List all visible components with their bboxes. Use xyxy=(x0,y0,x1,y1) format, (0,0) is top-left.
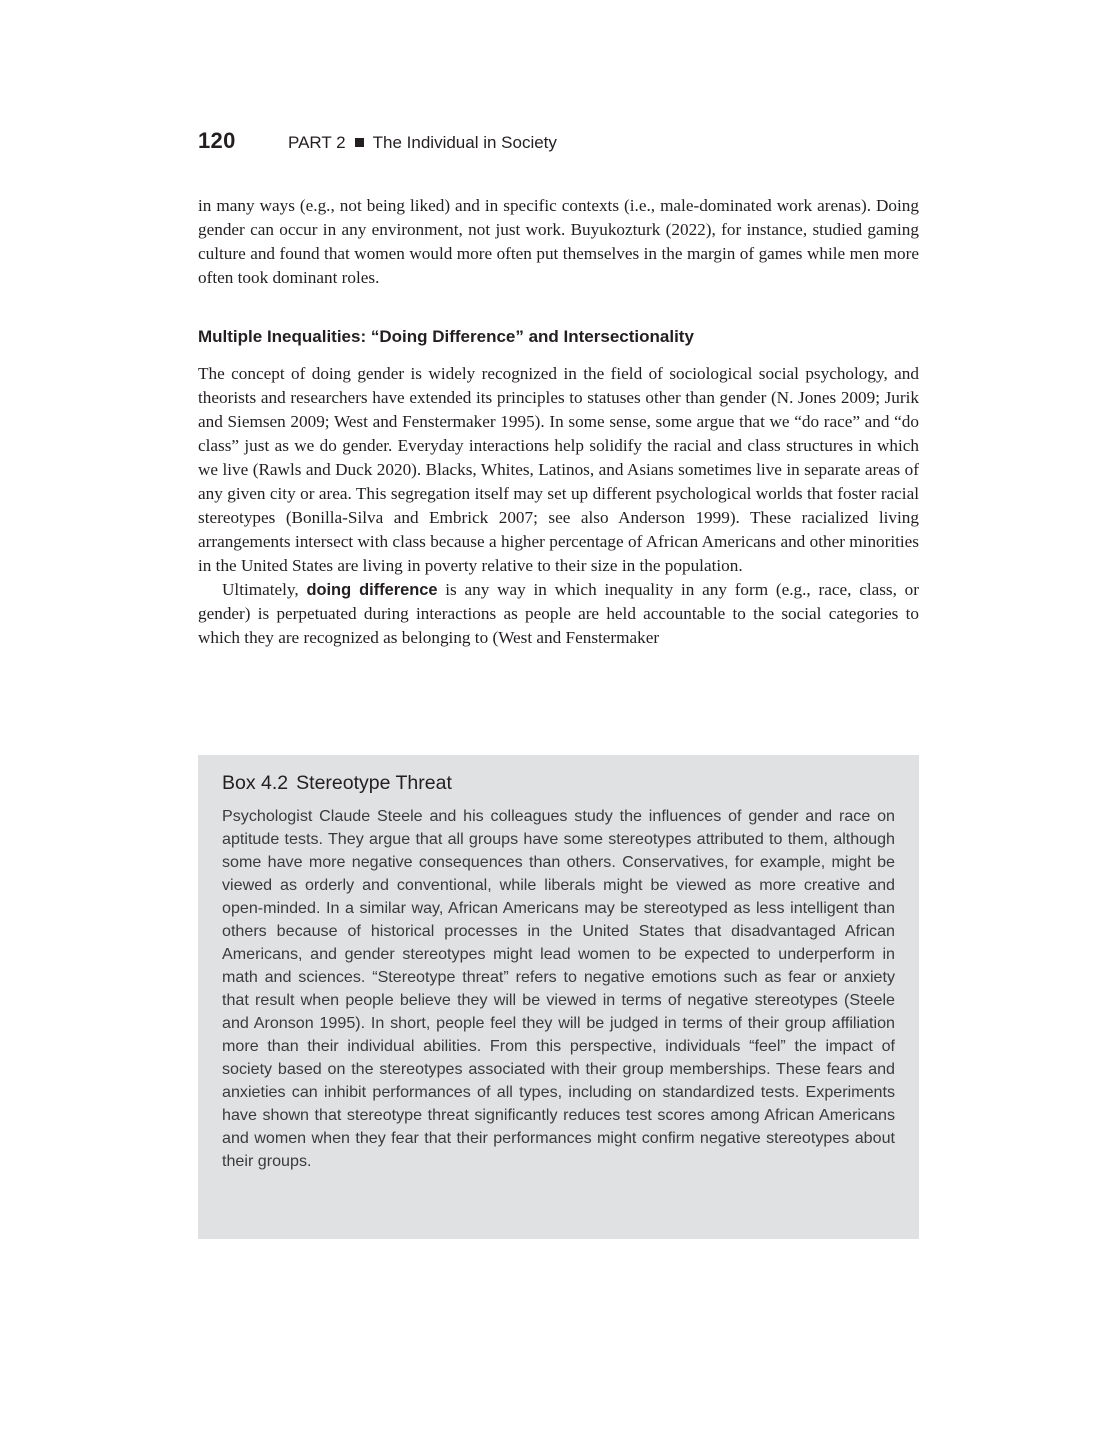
separator-square-icon xyxy=(355,138,364,147)
section-heading: Multiple Inequalities: “Doing Difference” and Intersectionality xyxy=(198,327,694,346)
paragraph-lead: Ultimately, xyxy=(222,580,299,599)
box-title-text: Stereotype Threat xyxy=(296,772,452,794)
paragraph-rest: is any way in which inequality in any form (e.g., race, class, or gender) is perpetuated during interactions as people are held accountable to the social categories to which they are recognized as belonging to (West and Fenstermaker xyxy=(198,580,919,647)
page-number: 120 xyxy=(198,128,236,153)
chapter-title: The Individual in Society xyxy=(372,133,557,152)
section-paragraph-2 xyxy=(198,578,919,650)
sidebar-box xyxy=(198,755,919,1239)
running-header xyxy=(198,128,557,160)
box-body-text: Psychologist Claude Steele and his colleagues study the influences of gender and race on aptitude tests. They argue that all groups have some stereotypes attributed to them, although some have more negative consequences than others. Conservatives, for example, might be viewed as orderly and conventional, while liberals might be viewed as more creative and open-minded. In a similar way, African Americans may be stereotyped as less intelligent than others because of historical processes in the United States that disadvantaged African Americans, and gender stereotypes might lead women to be expected to underperform in math and sciences. “Stereotype threat” refers to negative emotions such as fear or anxiety that result when people believe they will be viewed in terms of negative stereotypes (Steele and Aronson 1995). In short, people feel they will be judged in terms of their group affiliation more than their individual abilities. From this perspective, individuals “feel” the impact of society based on the stereotypes associated with their group memberships. These fears and anxieties can inhibit performances of all types, including on standardized tests. Experiments have shown that stereotype threat significantly reduces test scores among African Americans and women when they fear that their performances might confirm negative stereotypes about their groups. xyxy=(222,807,895,1170)
part-label: PART 2 xyxy=(288,133,346,152)
key-term: doing difference xyxy=(306,581,438,599)
section-body xyxy=(198,362,919,650)
section-paragraph-1: The concept of doing gender is widely recognized in the field of sociological social psychology, and theorists and researchers have extended its principles to statuses other than gender (N. Jones 2009; Jurik and Siemsen 2009; West and Fenstermaker 1995). In some sense, some argue that we “do race” and “do class” just as we do gender. Everyday interactions help solidify the racial and class structures in which we live (Rawls and Duck 2020). Blacks, Whites, Latinos, and Asians sometimes live in separate areas of any given city or area. This segregation itself may set up different psychological worlds that foster racial stereotypes (Bonilla-Silva and Embrick 2007; see also Anderson 1999). These racialized living arrangements intersect with class because a higher percentage of African Americans and other minorities in the United States are living in poverty relative to their size in the population. xyxy=(198,364,919,575)
intro-paragraph-block xyxy=(198,194,919,290)
box-title xyxy=(222,769,895,797)
box-number: Box 4.2 xyxy=(222,772,289,794)
intro-paragraph: in many ways (e.g., not being liked) and in specific contexts (i.e., male-dominated work arenas). Doing gender can occur in any environment, not just work. Buyukozturk (2022), for instance, studied gaming culture and found that women would more often put themselves in the margin of games while men more often took dominant roles. xyxy=(198,196,919,287)
